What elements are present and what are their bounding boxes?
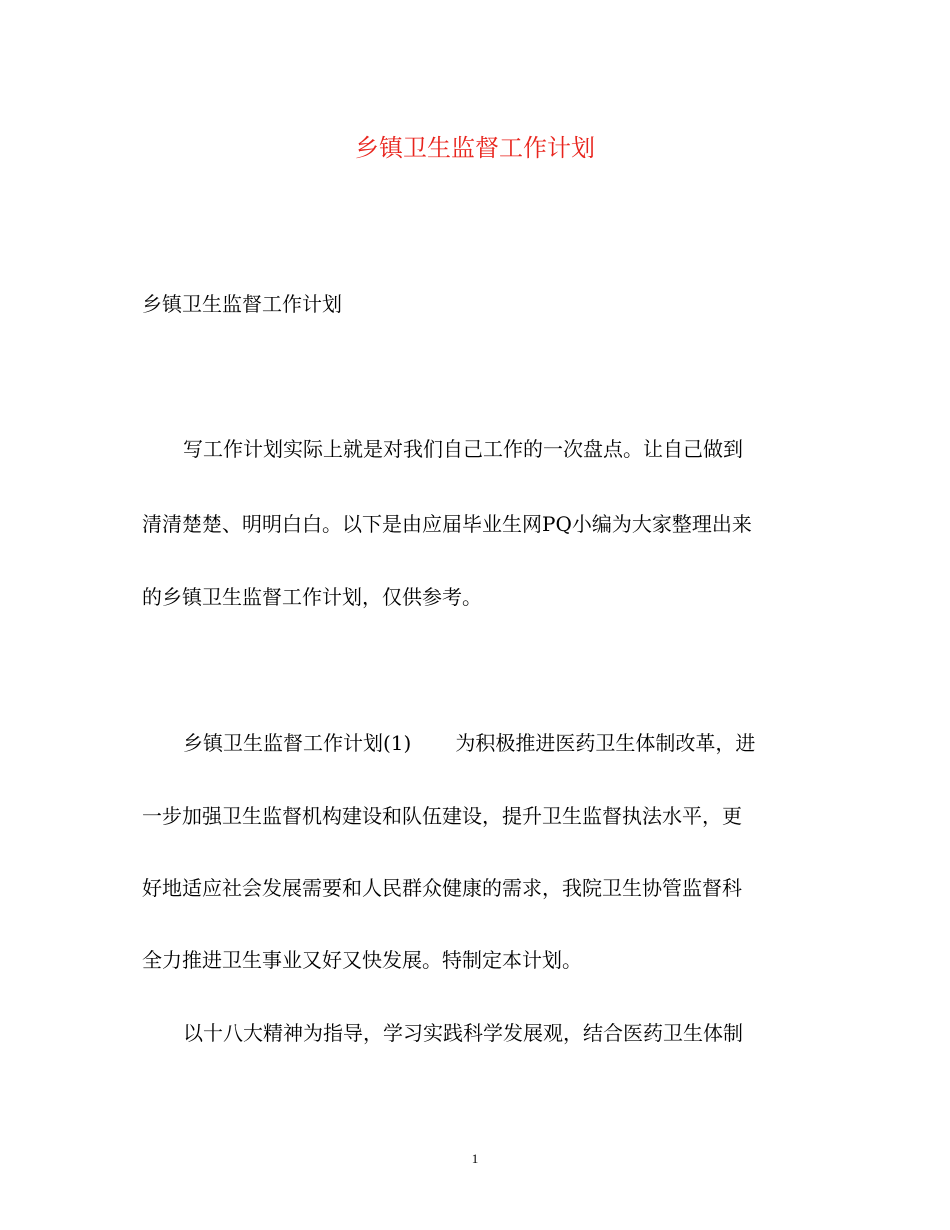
paragraph-line: 清清楚楚、明明白白。以下是由应届毕业生网PQ小编为大家整理出来: [142, 512, 752, 536]
paragraph-line: 的乡镇卫生监督工作计划，仅供参考。: [142, 585, 482, 609]
page-number: 1: [471, 1151, 479, 1166]
paragraph-line: 一步加强卫生监督机构建设和队伍建设，提升卫生监督执法水平，更: [142, 804, 742, 828]
document-title: 乡镇卫生监督工作计划: [355, 134, 595, 162]
section-heading: 乡镇卫生监督工作计划(1): [183, 731, 412, 755]
paragraph-line: 全力推进卫生事业又好又快发展。特制定本计划。: [142, 948, 582, 972]
paragraph-line: 以十八大精神为指导，学习实践科学发展观，结合医药卫生体制: [183, 1021, 743, 1045]
section-first-line: [183, 727, 755, 759]
paragraph-line: 好地适应社会发展需要和人民群众健康的需求，我院卫生协管监督科: [142, 876, 742, 900]
paragraph-line: 写工作计划实际上就是对我们自己工作的一次盘点。让自己做到: [183, 437, 743, 461]
paragraph-text: 为积极推进医药卫生体制改革，进: [455, 731, 756, 755]
document-subtitle: 乡镇卫生监督工作计划: [142, 292, 342, 316]
